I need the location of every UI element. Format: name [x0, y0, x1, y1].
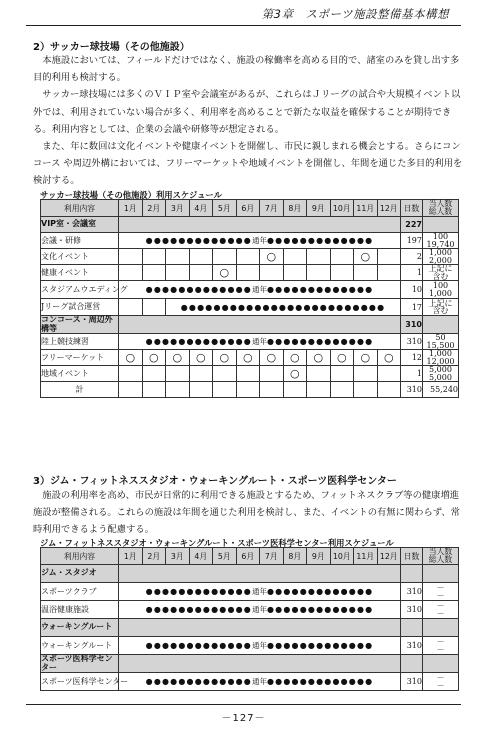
attendance-per: 100 [432, 232, 449, 242]
row-label: Jリーグ試合運営 [41, 299, 119, 316]
days-cell: 310 [401, 316, 423, 334]
month-cell [330, 382, 354, 398]
attendance-cell [423, 249, 459, 265]
event-circle-icon: ○ [219, 266, 230, 279]
event-circle-icon: ○ [289, 367, 300, 380]
attendance-total: － [436, 608, 445, 618]
section2-para-3: また、年に数回は文化イベントや健康イベントを開催し、市民に親しまれる機会とする。さらにコンコース や周辺外構においては、フリーマーケットや地域イベントを開催し、年間を通じた多目的利用を検討する。 [33, 141, 463, 187]
bar-dots: ●●●●●●●●●●●●● [145, 285, 252, 294]
month-cell [283, 350, 307, 366]
month-cell [330, 350, 354, 366]
month-cell [119, 366, 143, 382]
year-round-label: 通年 [252, 605, 267, 614]
month-cell [307, 249, 331, 265]
month-cell [166, 265, 190, 281]
month-cell [377, 382, 401, 398]
month-cell [377, 249, 401, 265]
month-cell [119, 350, 143, 366]
category-row [41, 655, 459, 673]
table-row [41, 366, 459, 382]
month-cell [119, 249, 143, 265]
category-fill [119, 565, 401, 583]
row-label: 文化イベント [41, 249, 119, 265]
month-cell [354, 350, 378, 366]
event-circle-icon: ○ [266, 250, 277, 263]
bar-dots: ●●●●●●●●●●●●● [267, 587, 374, 596]
attendance-total: － [436, 590, 445, 600]
month-cell [354, 382, 378, 398]
month-cell [307, 382, 331, 398]
attendance-cell [423, 673, 459, 691]
category-fill [119, 619, 401, 637]
bar-dots: ●●●●●●●●●●●●● [145, 641, 252, 650]
section2-para-2: サッカー球技場には多くのＶＩＰ室や会議室があるが、これらはＪリーグの試合や大規模イベント以外では、利用されていない場合が多く、利用率を高めることで新たな収益を確保することが期待できる。利用内容としては、企業の会議や研修等が想定される。 [33, 89, 461, 135]
table-row [41, 249, 459, 265]
month-cell [260, 265, 284, 281]
month-cell [260, 249, 284, 265]
month-cell [189, 382, 213, 398]
month-cell [260, 366, 284, 382]
month-cell [377, 265, 401, 281]
section3-para-1: 施設の利用率を高め、市民が日常的に利用できる施設とするため、フィットネスクラブ等の健康増進施設が整備される。これらの施設は年間を通じた利用を検討し、また、イベントの有無に関わらず、常時利用できるよう配慮する。 [33, 490, 460, 536]
days-cell [401, 655, 423, 673]
column-header-usage: 利用内容 [41, 200, 119, 217]
month-cell [213, 366, 237, 382]
days-cell: 310 [401, 334, 423, 350]
days-cell [401, 565, 423, 583]
bar-dots: ●●●●●●●●●●●●● [267, 605, 374, 614]
attendance-per: 1,000 [429, 248, 452, 258]
attendance-per: － [436, 583, 445, 593]
month-cell [119, 299, 143, 316]
attendance-label-per: 当人数 [428, 199, 453, 208]
column-header-month: 2月 [142, 200, 166, 217]
days-cell: 227 [401, 217, 423, 233]
row-label: スポーツクラブ [41, 583, 119, 601]
bar-dots: ●●●●●●●●●●●●● [145, 605, 252, 614]
column-header-month: 9月 [307, 548, 331, 565]
attendance-cell [423, 601, 459, 619]
row-label: 地域イベント [41, 366, 119, 382]
month-cell [236, 265, 260, 281]
month-cell [354, 366, 378, 382]
schedule-table-gym [40, 547, 459, 691]
attendance-label-per: 当人数 [428, 547, 453, 556]
bar-dots: ●●●●●●●●●●●●● [267, 641, 374, 650]
attendance-total: 1,000 [429, 288, 452, 298]
event-circle-icon: ○ [383, 351, 394, 364]
section3-heading: 3）ジム・フィットネススタジオ・ウォーキングルート・スポーツ医科学センター [33, 476, 397, 487]
attendance-label-total: 総人数 [428, 207, 453, 216]
section2-heading: 2）サッカー球技場（その他施設） [33, 42, 190, 53]
event-circle-icon: ○ [313, 351, 324, 364]
category-row [41, 565, 459, 583]
attendance-per: 1,000 [429, 349, 452, 359]
days-cell: 10 [401, 281, 423, 299]
attendance-cell [423, 366, 459, 382]
row-label: 陸上競技練習 [41, 334, 119, 350]
days-cell: 310 [401, 601, 423, 619]
event-circle-icon: ○ [336, 351, 347, 364]
month-cell [166, 366, 190, 382]
table2-caption: ジム・フィットネススタジオ・ウォーキングルート・スポーツ医科学センター利用スケジュール [40, 538, 394, 548]
days-cell: 310 [401, 637, 423, 655]
month-cell [166, 382, 190, 398]
footer-rule [26, 704, 461, 705]
attendance-per: 上記に [428, 298, 453, 308]
attendance-per: － [436, 637, 445, 647]
attendance-total: 15,500 [426, 340, 455, 350]
attendance-cell [423, 299, 459, 316]
column-header-month: 11月 [354, 200, 378, 217]
month-cell [119, 382, 143, 398]
total-attendance: 55,240 [423, 382, 459, 398]
column-header-month: 8月 [283, 200, 307, 217]
category-row [41, 619, 459, 637]
attendance-cell [423, 619, 459, 637]
schedule-bar [119, 334, 401, 350]
table1-caption: サッカー球技場（その他施設）利用スケジュール [40, 190, 222, 200]
attendance-cell [423, 265, 459, 281]
column-header-month: 12月 [377, 548, 401, 565]
attendance-per: 5,000 [429, 365, 452, 375]
attendance-cell [423, 316, 459, 334]
table-row [41, 281, 459, 299]
month-cell [354, 265, 378, 281]
row-label: スタジアムウエディング [41, 281, 119, 299]
category-row [41, 316, 459, 334]
attendance-per: － [436, 601, 445, 611]
event-circle-icon: ○ [289, 351, 300, 364]
column-header-month: 8月 [283, 548, 307, 565]
month-cell [330, 366, 354, 382]
month-cell [213, 382, 237, 398]
schedule-bar [119, 601, 401, 619]
row-label: フリーマーケット [41, 350, 119, 366]
month-cell [283, 366, 307, 382]
row-label: スポーツ医科学センター [41, 673, 119, 691]
column-header-month: 5月 [213, 200, 237, 217]
days-cell: 12 [401, 350, 423, 366]
attendance-total: 5,000 [429, 372, 452, 382]
column-header-month: 11月 [354, 548, 378, 565]
month-cell [189, 265, 213, 281]
header-rule [26, 25, 461, 26]
event-circle-icon: ○ [125, 351, 136, 364]
column-header-month: 6月 [236, 200, 260, 217]
bar-dots: ●●●●●●●●●●●●● [267, 337, 374, 346]
attendance-label-total: 総人数 [428, 555, 453, 564]
row-label: 計 [41, 382, 119, 398]
bar-dots: ●●●●●●●●●●●●● [145, 587, 252, 596]
page-header [0, 4, 487, 26]
row-label: ウォーキングルート [41, 637, 119, 655]
attendance-per: 上記に [428, 264, 453, 274]
event-circle-icon: ○ [360, 351, 371, 364]
month-cell [142, 299, 166, 316]
category-row [41, 217, 459, 233]
column-header-days: 日数 [401, 548, 423, 565]
month-cell [307, 265, 331, 281]
attendance-cell [423, 281, 459, 299]
column-header-month: 1月 [119, 200, 143, 217]
column-header-attendance [423, 548, 459, 565]
month-cell [330, 249, 354, 265]
column-header-month: 4月 [189, 548, 213, 565]
year-round-label: 通年 [252, 337, 267, 346]
bar-dots: ●●●●●●●●●●●●● [267, 677, 374, 686]
year-round-label: 通年 [252, 285, 267, 294]
category-fill [119, 217, 401, 233]
attendance-cell [423, 350, 459, 366]
row-label: スポーツ医科学センター [41, 655, 119, 673]
month-cell [330, 265, 354, 281]
column-header-month: 4月 [189, 200, 213, 217]
bar-dots: ●●●●●●●●●●●●● [145, 236, 252, 245]
column-header-attendance [423, 200, 459, 217]
category-fill [119, 655, 401, 673]
year-round-label: 通年 [252, 236, 267, 245]
month-cell [119, 265, 143, 281]
month-cell [213, 350, 237, 366]
event-circle-icon: ○ [148, 351, 159, 364]
month-cell [283, 265, 307, 281]
column-header-month: 1月 [119, 548, 143, 565]
attendance-per: 100 [432, 281, 449, 291]
column-header-month: 10月 [330, 548, 354, 565]
column-header-month: 12月 [377, 200, 401, 217]
schedule-bar [119, 233, 401, 249]
table-row [41, 334, 459, 350]
attendance-cell [423, 233, 459, 249]
month-cell [189, 350, 213, 366]
month-cell [189, 366, 213, 382]
bar-dots: ●●●●●●●●●●●●● [267, 236, 374, 245]
bar-dots: ●●●●●●●●●●●●● [145, 337, 252, 346]
days-cell [401, 619, 423, 637]
month-cell [307, 350, 331, 366]
attendance-cell [423, 583, 459, 601]
event-circle-icon: ○ [219, 351, 230, 364]
event-circle-icon: ○ [242, 351, 253, 364]
event-circle-icon: ○ [266, 351, 277, 364]
month-cell [213, 265, 237, 281]
section2-body [33, 52, 465, 190]
days-cell: 1 [401, 366, 423, 382]
month-cell [189, 249, 213, 265]
page-number: －127－ [221, 713, 266, 724]
table-row [41, 601, 459, 619]
event-circle-icon: ○ [195, 351, 206, 364]
days-cell: 310 [401, 382, 423, 398]
attendance-cell [423, 655, 459, 673]
days-cell: 310 [401, 583, 423, 601]
row-label: 健康イベント [41, 265, 119, 281]
column-header-month: 2月 [142, 548, 166, 565]
days-cell: 2 [401, 249, 423, 265]
month-cell [283, 382, 307, 398]
attendance-cell [423, 565, 459, 583]
row-label: ジム・スタジオ [41, 565, 119, 583]
month-cell [236, 350, 260, 366]
month-cell [236, 249, 260, 265]
schedule-table-stadium [40, 199, 459, 398]
attendance-total: 2,000 [429, 255, 452, 265]
month-cell [142, 249, 166, 265]
attendance-total: 含む [432, 306, 449, 315]
attendance-cell [423, 217, 459, 233]
row-label: ウォーキングルート [41, 619, 119, 637]
row-label: コンコース・周辺外構等 [41, 316, 119, 334]
month-cell [213, 249, 237, 265]
attendance-total: － [436, 680, 445, 690]
attendance-per: － [436, 673, 445, 683]
month-cell [142, 382, 166, 398]
month-cell [236, 382, 260, 398]
chapter-title: 第3章 スポーツ施設整備基本構想 [261, 7, 449, 21]
month-cell [307, 366, 331, 382]
month-cell [142, 366, 166, 382]
row-label: VIP室・会議室 [41, 217, 119, 233]
month-cell [354, 249, 378, 265]
schedule-bar: ●●●●●●●●●●●●●●●●●●●●●●●●● [166, 299, 401, 316]
event-circle-icon: ○ [172, 351, 183, 364]
attendance-cell [423, 637, 459, 655]
column-header-usage: 利用内容 [41, 548, 119, 565]
category-fill [119, 316, 401, 334]
attendance-total: － [436, 644, 445, 654]
month-cell [236, 366, 260, 382]
column-header-month: 7月 [260, 548, 284, 565]
column-header-month: 10月 [330, 200, 354, 217]
month-cell [377, 350, 401, 366]
column-header-month: 3月 [166, 200, 190, 217]
month-cell [166, 350, 190, 366]
month-cell [283, 249, 307, 265]
section2-para-1: 本施設においては、フィールドだけではなく、施設の稼働率を高める目的で、諸室のみを貸し出す多目的利用も検討する。 [33, 55, 460, 84]
month-cell [142, 350, 166, 366]
schedule-bar [119, 281, 401, 299]
month-cell [260, 350, 284, 366]
schedule-bar [119, 583, 401, 601]
days-cell: 197 [401, 233, 423, 249]
column-header-month: 6月 [236, 548, 260, 565]
row-label: 会議・研修 [41, 233, 119, 249]
attendance-per: 50 [435, 333, 446, 343]
table-row [41, 673, 459, 691]
attendance-cell [423, 334, 459, 350]
table-row [41, 583, 459, 601]
table-row [41, 350, 459, 366]
year-round-label: 通年 [252, 587, 267, 596]
month-cell [377, 366, 401, 382]
attendance-total: 12,000 [426, 356, 455, 366]
bar-dots: ●●●●●●●●●●●●● [145, 677, 252, 686]
table-row [41, 637, 459, 655]
bar-dots: ●●●●●●●●●●●●● [267, 285, 374, 294]
year-round-label: 通年 [252, 641, 267, 650]
table-row [41, 265, 459, 281]
row-label: 温浴健康施設 [41, 601, 119, 619]
event-circle-icon: ○ [360, 250, 371, 263]
year-round-label: 通年 [252, 677, 267, 686]
attendance-total: 19,740 [426, 239, 455, 249]
column-header-days: 日数 [401, 200, 423, 217]
column-header-month: 3月 [166, 548, 190, 565]
table-row [41, 382, 459, 398]
attendance-total: 含む [432, 271, 449, 281]
schedule-bar [119, 637, 401, 655]
column-header-month: 9月 [307, 200, 331, 217]
schedule-bar [119, 673, 401, 691]
section3-body [33, 487, 465, 539]
days-cell: 17 [401, 299, 423, 316]
month-cell [166, 249, 190, 265]
days-cell: 310 [401, 673, 423, 691]
table-row [41, 233, 459, 249]
column-header-month: 5月 [213, 548, 237, 565]
table-row [41, 299, 459, 316]
column-header-month: 7月 [260, 200, 284, 217]
month-cell [142, 265, 166, 281]
month-cell [260, 382, 284, 398]
days-cell: 1 [401, 265, 423, 281]
